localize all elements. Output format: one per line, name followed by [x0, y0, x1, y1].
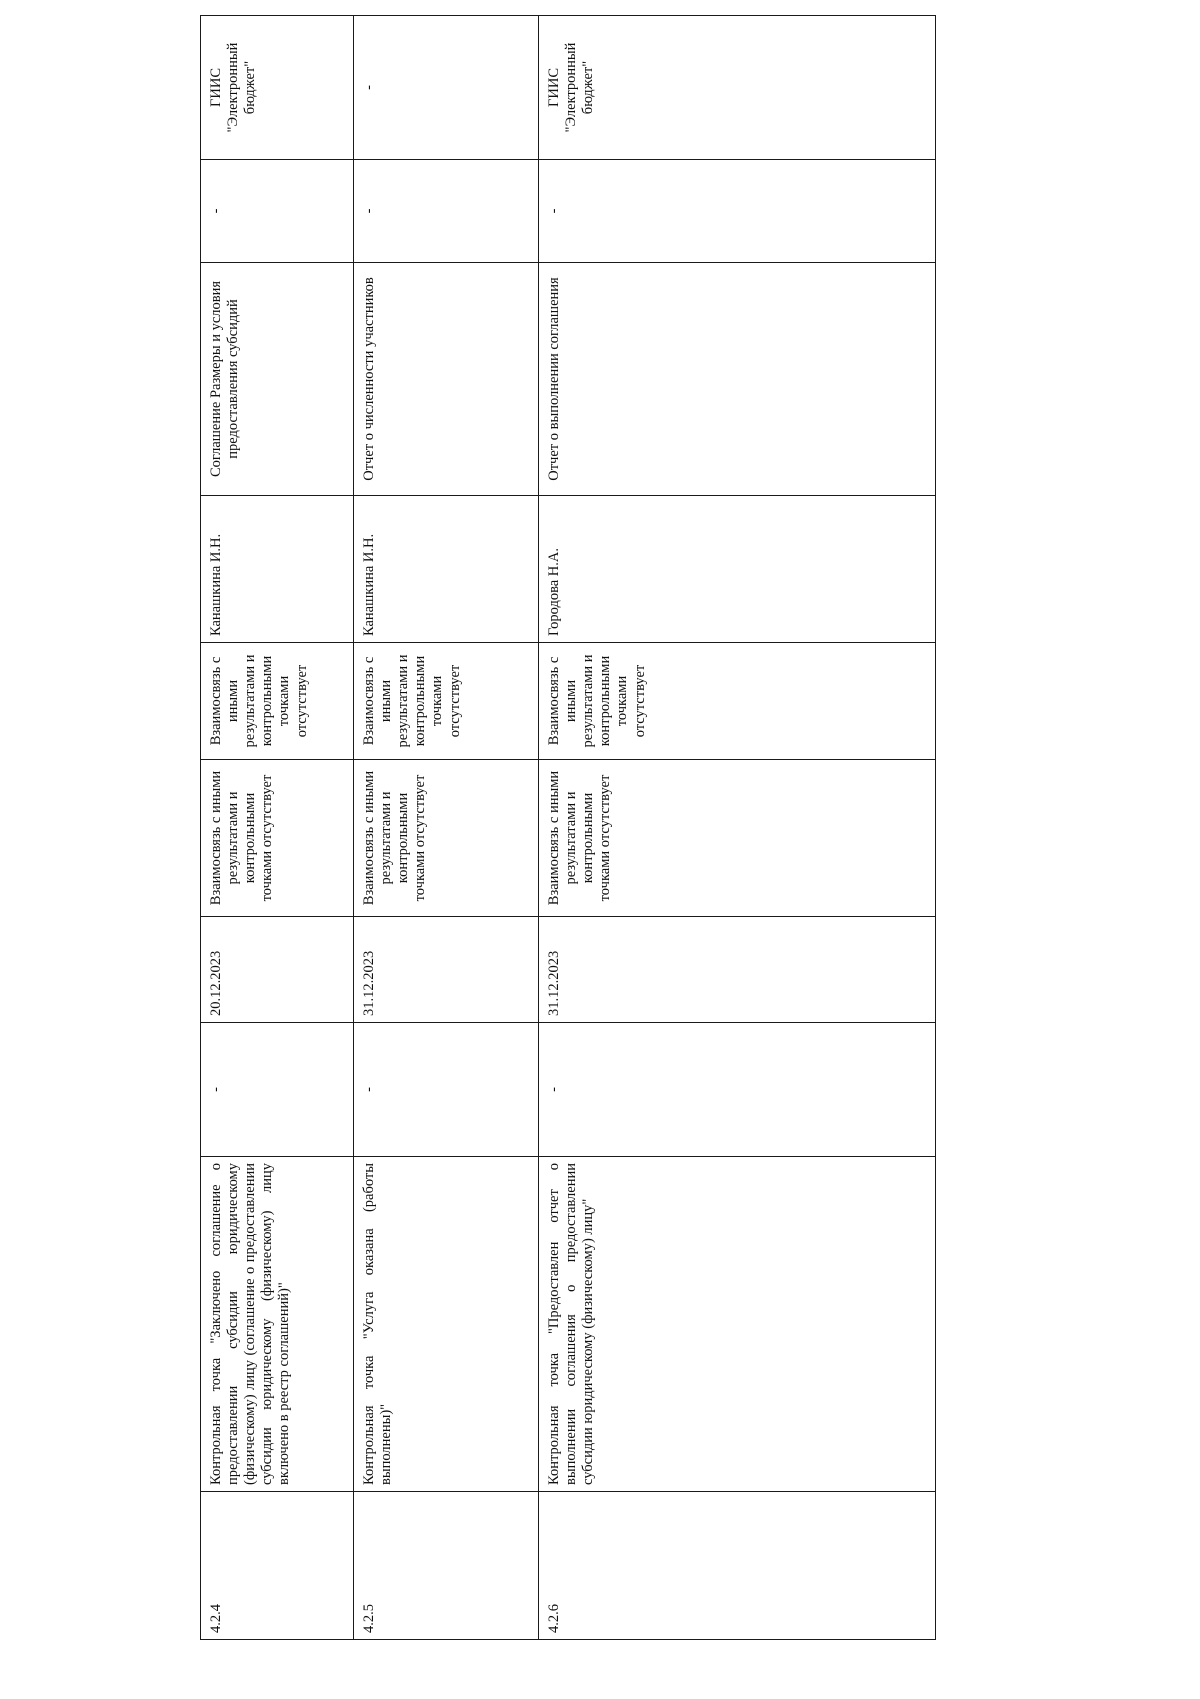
successors-cell: Взаимосвязь с иными результатами и контрольными точками отсутствует [354, 643, 539, 760]
control-point-name: Контрольная точка "Предоставлен отчет о выполнении соглашения о предоставлении субсидии юридическому (физическому) лицу" [539, 1157, 936, 1492]
row-number: 4.2.5 [354, 1492, 539, 1640]
confirming-document: Отчет о численности участников [354, 263, 539, 496]
responsible-person: Городова Н.А. [539, 496, 936, 643]
table-row [201, 16, 354, 1640]
successors-cell: Взаимосвязь с иными результатами и контрольными точками отсутствует [201, 643, 354, 760]
predecessors-cell: Взаимосвязь с иными результатами и контрольными точками отсутствует [539, 760, 936, 917]
level-cell: - [539, 160, 936, 263]
predecessors-cell: Взаимосвязь с иными результатами и контрольными точками отсутствует [201, 760, 354, 917]
control-point-name: Контрольная точка "Заключено соглашение о предоставлении субсидии юридическому (физическому) лицу (соглашение о предоставлении субсидии юридическому (физическому) лицу включено в реестр соглашений)" [201, 1157, 354, 1492]
base-value-cell: - [354, 1023, 539, 1157]
responsible-person: Канашкина И.Н. [201, 496, 354, 643]
deadline-date: 31.12.2023 [354, 917, 539, 1023]
successors-cell: Взаимосвязь с иными результатами и контрольными точками отсутствует [539, 643, 936, 760]
level-cell: - [201, 160, 354, 263]
table-row [354, 16, 539, 1640]
plan-table [200, 15, 936, 1640]
rotated-table-wrapper [200, 42, 935, 1640]
base-value-cell: - [201, 1023, 354, 1157]
deadline-date: 31.12.2023 [539, 917, 936, 1023]
base-value-cell: - [539, 1023, 936, 1157]
confirming-document: Соглашение Размеры и условия предоставления субсидий [201, 263, 354, 496]
table-row [539, 16, 936, 1640]
row-number: 4.2.6 [539, 1492, 936, 1640]
predecessors-cell: Взаимосвязь с иными результатами и контрольными точками отсутствует [354, 760, 539, 917]
responsible-person: Канашкина И.Н. [354, 496, 539, 643]
information-system: - [354, 16, 539, 160]
information-system: ГИИС "Электронный бюджет" [201, 16, 354, 160]
control-point-name: Контрольная точка "Услуга оказана (работы выполнены)" [354, 1157, 539, 1492]
information-system: ГИИС "Электронный бюджет" [539, 16, 936, 160]
confirming-document: Отчет о выполнении соглашения [539, 263, 936, 496]
level-cell: - [354, 160, 539, 263]
deadline-date: 20.12.2023 [201, 917, 354, 1023]
row-number: 4.2.4 [201, 1492, 354, 1640]
